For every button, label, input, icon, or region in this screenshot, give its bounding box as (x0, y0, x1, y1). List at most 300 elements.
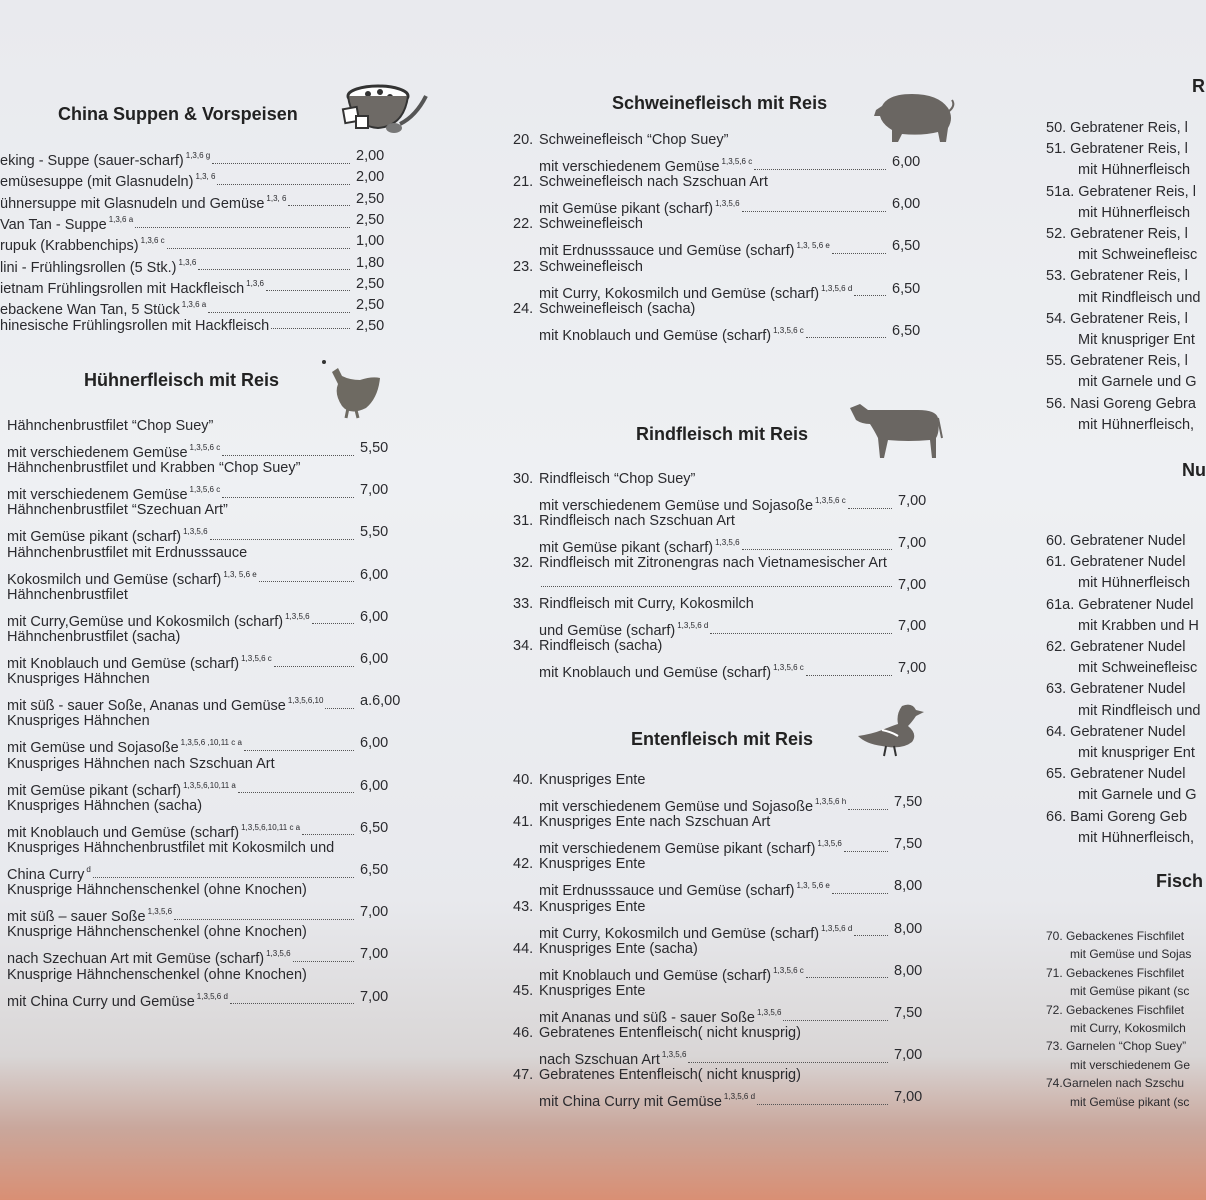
leader-dots (259, 577, 354, 582)
item-price: 7,00 (898, 618, 927, 635)
menu-item-text (7, 776, 356, 799)
menu-item-text (539, 792, 890, 815)
item-line: mit Garnele und G (1078, 374, 1197, 391)
leader-dots (174, 915, 354, 920)
menu-item-text (7, 480, 356, 504)
item-price: 7,50 (894, 1005, 923, 1021)
item-name: mit Knoblauch und Gemüse (scharf) (7, 656, 240, 672)
leader-dots (806, 671, 892, 676)
leader-dots (302, 830, 354, 835)
item-name: lini - Frühlingsrollen (5 Stk.) (0, 259, 177, 276)
menu-item-text (7, 987, 356, 1010)
item-price: 7,00 (360, 482, 389, 499)
item-price: 5,50 (360, 524, 389, 541)
allergen-codes: 1,3,5,6,10 (287, 696, 324, 706)
item-name: mit Ananas und süß - sauer Soße (539, 1010, 755, 1026)
menu-item-text (0, 146, 352, 169)
menu-item-text (7, 818, 356, 841)
menu-item-text (539, 1045, 890, 1069)
leader-dots (854, 291, 886, 296)
menu-item-text (539, 1003, 890, 1026)
leader-dots (222, 451, 354, 456)
soup-bowl-icon (338, 76, 430, 138)
section-title-rind: Rindfleisch mit Reis (636, 424, 809, 444)
item-name: mit Knoblauch und Gemüse (scharf) (539, 967, 772, 984)
allergen-codes: 1,3,5,6 (661, 1050, 687, 1060)
item-price: 2,50 (356, 297, 385, 314)
item-name: mit verschiedenem Gemüse pikant (scharf) (539, 841, 816, 858)
item-name: emüsesuppe (mit Glasnudeln) (0, 174, 194, 191)
item-number: 44. (513, 940, 534, 957)
item-price: 6,50 (360, 819, 389, 836)
menu-item-text (7, 522, 356, 546)
item-number: 24. (513, 300, 534, 317)
item-name: Knuspriges Ente (539, 898, 646, 915)
item-name: Knuspriges Hähnchen (sacha) (7, 797, 203, 814)
item-line: mit Curry, Kokosmilch (1070, 1021, 1186, 1035)
menu-item-text (539, 876, 890, 900)
item-name: Rindfleisch nach Szschuan Art (539, 512, 735, 529)
item-name: eking - Suppe (sauer-scharf) (0, 153, 184, 169)
item-price: a.6,00 (360, 693, 401, 710)
allergen-codes: 1,3,5,6 d (196, 991, 228, 1001)
item-name: Knuspriges Hähnchenbrustfilet mit Kokosmilch und (7, 840, 335, 856)
menu-item-text (0, 189, 352, 212)
chicken-icon (320, 358, 384, 422)
menu-item-text (539, 575, 894, 595)
item-name: Knuspriges Hähnchen nach Szschuan Art (7, 755, 275, 772)
menu-item-text (7, 691, 356, 715)
item-line: mit Gemüse und Sojas (1070, 947, 1192, 962)
item-number: 21. (513, 174, 534, 191)
item-name: Knuspriges Ente (539, 772, 646, 788)
leader-dots (198, 265, 350, 270)
item-line: mit Schweinefleisc (1078, 247, 1198, 264)
item-number: 32. (513, 554, 534, 571)
allergen-codes: 1,3,5,6 (817, 839, 842, 849)
menu-item-text (7, 733, 356, 757)
menu-item-text (0, 210, 352, 233)
menu-item-text (539, 834, 890, 858)
item-name: mit Curry,Gemüse und Kokosmilch (scharf) (7, 613, 284, 630)
leader-dots (806, 333, 886, 338)
item-name: mit Gemüse und Sojasoße (7, 740, 179, 757)
item-name: Hähnchenbrustfilet “Szechuan Art” (7, 502, 228, 519)
item-line: mit Hühnerfleisch (1078, 204, 1191, 221)
item-number: 30. (513, 471, 534, 487)
cow-icon (848, 398, 944, 460)
allergen-codes: 1,3,6 a (108, 214, 134, 224)
item-price: 6,50 (360, 862, 389, 878)
item-name: mit verschiedenem Gemüse (539, 159, 720, 175)
item-name: Schweinefleisch nach Szschuan Art (539, 174, 768, 191)
menu-item-text (539, 194, 888, 218)
allergen-codes: 1,3,6 (178, 257, 197, 267)
allergen-codes: 1,3,5,6 c (189, 485, 221, 495)
menu-item-text (539, 658, 894, 682)
item-price: 7,00 (898, 534, 927, 551)
item-name: mit China Curry mit Gemüse (539, 1094, 722, 1111)
leader-dots (238, 788, 354, 793)
item-name: Knusprige Hähnchenschenkel (ohne Knochen) (7, 882, 307, 899)
item-line: mit Hühnerfleisch (1078, 575, 1191, 592)
menu-item-text (539, 491, 894, 514)
leader-dots (212, 159, 350, 164)
item-price: 7,50 (894, 836, 923, 853)
allergen-codes: 1,3,5,6 (715, 537, 740, 547)
item-price: 2,50 (356, 275, 385, 292)
leader-dots (288, 201, 350, 206)
leader-dots (742, 207, 886, 212)
allergen-codes: 1,3,5,6 ,10,11 c a (180, 738, 242, 748)
leader-dots (167, 244, 350, 249)
leader-dots (208, 308, 350, 313)
leader-dots (244, 746, 354, 751)
item-price: 7,00 (360, 904, 389, 921)
allergen-codes: 1,3,5,6 (266, 949, 291, 959)
item-line: mit Hühnerfleisch, (1078, 416, 1195, 433)
leader-dots (266, 286, 350, 291)
allergen-codes: 1,3, 5,6 e (223, 569, 257, 579)
menu-item-text (0, 231, 352, 255)
item-line: mit Krabben und H (1078, 617, 1199, 634)
item-number: 43. (513, 898, 534, 915)
allergen-codes: 1,3,5,6,10,11 a (183, 780, 236, 790)
item-line: 60. Gebratener Nudel (1046, 533, 1186, 549)
item-line: mit Gemüse pikant (sc (1070, 1094, 1190, 1109)
menu-item-text (539, 616, 894, 640)
item-name: Gebratenes Entenfleisch( nicht knusprig) (539, 1067, 801, 1084)
leader-dots (135, 223, 350, 228)
item-number: 41. (513, 814, 534, 831)
leader-dots (312, 619, 354, 624)
item-name: Van Tan - Suppe (0, 216, 107, 233)
item-name: nach Szechuan Art mit Gemüse (scharf) (7, 951, 265, 968)
leader-dots (757, 1100, 888, 1105)
section-title-nudeln: Nu (1182, 460, 1206, 480)
item-line: 71. Gebackenes Fischfilet (1046, 965, 1185, 980)
item-name: Schweinefleisch (539, 216, 643, 233)
item-name: mit verschiedenem Gemüse (7, 445, 188, 461)
leader-dots (848, 504, 892, 509)
item-line: 51. Gebratener Reis, l (1046, 141, 1188, 158)
item-line: 72. Gebackenes Fischfilet (1046, 1002, 1185, 1017)
allergen-codes: 1,3,5,6 d (821, 923, 853, 933)
item-name: mit süß - sauer Soße, Ananas und Gemüse (7, 698, 286, 715)
leader-dots (844, 847, 888, 852)
leader-dots (832, 249, 886, 254)
item-number: 31. (513, 512, 534, 529)
item-line: 53. Gebratener Reis, l (1046, 268, 1188, 285)
item-price: 8,00 (894, 962, 923, 979)
item-line: 74.Garnelen nach Szschu (1046, 1076, 1185, 1091)
item-line: Mit knuspriger Ent (1078, 332, 1195, 348)
item-price: 1,00 (356, 233, 385, 250)
item-name: mit Gemüse pikant (scharf) (7, 529, 182, 546)
menu-item-text (7, 944, 356, 968)
item-name: mit Knoblauch und Gemüse (scharf) (7, 824, 240, 841)
menu-item-text (539, 236, 888, 260)
item-line: 61. Gebratener Nudel (1046, 554, 1186, 571)
item-line: 70. Gebackenes Fischfilet (1046, 929, 1185, 943)
allergen-codes: 1,3,5,6 d (723, 1092, 756, 1102)
item-line: mit verschiedenem Ge (1070, 1057, 1191, 1072)
section-title-suppen: China Suppen & Vorspeisen (58, 104, 298, 124)
leader-dots (271, 324, 350, 329)
leader-dots (541, 582, 892, 587)
allergen-codes: 1,3, 5,6 e (796, 241, 830, 251)
item-line: mit knuspriger Ent (1078, 745, 1195, 761)
item-price: 6,00 (360, 651, 389, 667)
item-name: Knuspriges Ente (539, 983, 646, 999)
item-price: 8,00 (894, 878, 923, 895)
item-name: mit Gemüse pikant (scharf) (539, 201, 714, 218)
allergen-codes: 1,3,5,6,10,11 c a (241, 822, 301, 832)
menu-item-text (539, 279, 888, 302)
item-price: 2,50 (356, 318, 385, 335)
leader-dots (848, 805, 888, 810)
menu-item-text (0, 274, 352, 297)
item-name: rupuk (Krabbenchips) (0, 238, 139, 255)
section-title-huhn: Hühnerfleisch mit Reis (84, 370, 280, 390)
item-line: 51a. Gebratener Reis, l (1046, 183, 1196, 200)
menu-item-text (0, 167, 352, 191)
item-name: Hähnchenbrustfilet mit Erdnusssauce (7, 544, 248, 561)
item-price: 6,00 (892, 196, 921, 213)
pig-icon (872, 84, 956, 146)
allergen-codes: 1,3,5,6 d (677, 621, 709, 631)
item-name: Schweinefleisch (sacha) (539, 300, 696, 317)
item-name: mit verschiedenem Gemüse (7, 487, 188, 504)
menu-item-text (7, 607, 356, 630)
item-line: 62. Gebratener Nudel (1046, 639, 1186, 655)
item-line: 66. Bami Goreng Geb (1046, 808, 1188, 825)
allergen-codes: 1,3,6 a (181, 300, 207, 310)
allergen-codes: 1,3,5,6 h (815, 797, 847, 806)
item-price: 6,00 (892, 154, 921, 170)
item-price: 6,50 (892, 280, 921, 297)
item-name: Rindfleisch (sacha) (539, 638, 663, 655)
item-price: 5,50 (360, 440, 389, 456)
item-number: 47. (513, 1067, 534, 1084)
section-title-ente: Entenfleisch mit Reis (631, 729, 814, 749)
duck-icon (852, 700, 932, 760)
item-price: 7,00 (894, 1047, 923, 1064)
item-line: mit Garnele und G (1078, 787, 1197, 804)
leader-dots (854, 931, 888, 936)
item-name: mit Knoblauch und Gemüse (scharf) (539, 665, 772, 682)
item-line: 55. Gebratener Reis, l (1046, 353, 1188, 370)
item-price: 7,00 (360, 988, 389, 1005)
item-line: 63. Gebratener Nudel (1046, 681, 1186, 698)
allergen-codes: 1,3,5,6 c (773, 325, 804, 335)
menu-item-text (539, 152, 888, 175)
item-number: 33. (513, 596, 534, 613)
item-price: 6,00 (360, 608, 389, 625)
item-name: Rindfleisch “Chop Suey” (539, 471, 696, 487)
menu-item-text (7, 860, 356, 883)
leader-dots (222, 493, 354, 498)
item-line: 65. Gebratener Nudel (1046, 766, 1186, 783)
leader-dots (832, 889, 888, 894)
allergen-codes: 1,3, 6 (266, 193, 287, 203)
item-name: China Curry (7, 867, 85, 883)
item-line: 54. Gebratener Reis, l (1046, 310, 1188, 327)
item-name: Rindfleisch mit Zitronengras nach Vietnamesischer Art (539, 554, 887, 571)
item-name: Knusprige Hähnchenschenkel (ohne Knochen) (7, 924, 307, 941)
item-name: mit Curry, Kokosmilch und Gemüse (scharf) (539, 285, 820, 302)
item-line: mit Schweinefleisc (1078, 660, 1198, 677)
item-line: mit Hühnerfleisch (1078, 162, 1191, 179)
item-price: 7,00 (360, 946, 389, 963)
item-name: Rindfleisch mit Curry, Kokosmilch (539, 596, 754, 613)
menu-item-text (7, 565, 356, 588)
item-name: mit verschiedenem Gemüse und Sojasoße (539, 799, 814, 815)
section-title-schwein: Schweinefleisch mit Reis (612, 93, 828, 113)
item-line: 52. Gebratener Reis, l (1046, 226, 1188, 242)
item-price: 7,00 (894, 1089, 923, 1106)
allergen-codes: 1,3,5,6 c (773, 663, 804, 673)
item-line: 61a. Gebratener Nudel (1046, 596, 1194, 613)
allergen-codes: 1,3,5,6 (285, 611, 310, 621)
item-name: hinesische Frühlingsrollen mit Hackfleisch (0, 318, 270, 335)
item-price: 6,50 (892, 238, 921, 255)
allergen-codes: 1,3,6 (246, 278, 264, 288)
item-name: Knuspriges Ente nach Szschuan Art (539, 814, 771, 831)
item-name: mit verschiedenem Gemüse und Sojasoße (539, 498, 814, 514)
item-name: Hähnchenbrustfilet und Krabben “Chop Suey” (7, 460, 301, 477)
item-price: 8,00 (894, 920, 923, 937)
leader-dots (293, 957, 354, 962)
item-name: Schweinefleisch “Chop Suey” (539, 132, 729, 148)
leader-dots (688, 1058, 888, 1063)
allergen-codes: 1,3,5,6 c (241, 654, 272, 663)
item-line: 73. Garnelen “Chop Suey” (1046, 1039, 1187, 1054)
item-name: mit Erdnusssauce und Gemüse (scharf) (539, 243, 795, 260)
menu-item-text (539, 961, 890, 984)
item-name: Kokosmilch und Gemüse (scharf) (7, 571, 222, 588)
item-name: ebackene Wan Tan, 5 Stück (0, 302, 180, 319)
item-price: 7,00 (898, 660, 927, 677)
item-name: und Gemüse (scharf) (539, 623, 676, 640)
item-name: mit Knoblauch und Gemüse (scharf) (539, 327, 772, 344)
item-price: 2,00 (356, 148, 385, 164)
item-price: 7,00 (898, 493, 927, 509)
item-name: Hähnchenbrustfilet “Chop Suey” (7, 418, 214, 434)
item-name: nach Szschuan Art (539, 1052, 660, 1069)
leader-dots (230, 999, 354, 1004)
item-name: ühnersuppe mit Glasnudeln und Gemüse (0, 195, 265, 212)
leader-dots (754, 165, 886, 170)
menu-item-text (0, 295, 352, 319)
allergen-codes: 1,3,6 g (185, 151, 211, 160)
leader-dots (742, 545, 892, 550)
item-price: 1,80 (356, 254, 385, 271)
allergen-codes: 1,3,6 c (140, 236, 165, 246)
item-number: 34. (513, 638, 534, 655)
item-price: 7,50 (894, 794, 923, 810)
item-price: 2,50 (356, 190, 385, 207)
item-price: 2,00 (356, 169, 385, 186)
item-number: 40. (513, 772, 534, 788)
menu-item-text (7, 649, 356, 672)
item-name: Hähnchenbrustfilet (sacha) (7, 629, 181, 645)
menu-item-text (539, 321, 888, 344)
item-name: Schweinefleisch (539, 258, 643, 275)
item-name: Hähnchenbrustfilet (7, 586, 128, 603)
item-name: Knuspriges Hähnchen (7, 713, 150, 730)
item-line: mit Rindfleisch und (1078, 702, 1201, 719)
item-name: Gebratenes Entenfleisch( nicht knusprig) (539, 1025, 801, 1042)
item-line: 64. Gebratener Nudel (1046, 723, 1186, 740)
item-line: mit Hühnerfleisch, (1078, 829, 1195, 846)
menu-item-text (539, 533, 894, 556)
leader-dots (325, 704, 354, 709)
leader-dots (274, 662, 354, 667)
item-name: Knuspriges Ente (539, 856, 646, 873)
allergen-codes: 1,3,5,6 c (721, 157, 753, 166)
item-name: mit Erdnusssauce und Gemüse (scharf) (539, 883, 795, 900)
item-name: mit Gemüse pikant (scharf) (7, 782, 182, 799)
item-name: mit Curry, Kokosmilch und Gemüse (scharf) (539, 925, 820, 942)
allergen-codes: d (86, 865, 91, 874)
item-number: 22. (513, 216, 534, 233)
item-name: mit süß – sauer Soße (7, 909, 146, 926)
leader-dots (93, 873, 354, 878)
item-name: mit China Curry und Gemüse (7, 993, 195, 1010)
allergen-codes: 1,3,5,6 (757, 1008, 782, 1017)
item-number: 46. (513, 1025, 534, 1042)
menu-item-text (539, 1087, 890, 1111)
item-number: 42. (513, 856, 534, 873)
item-line: 50. Gebratener Reis, l (1046, 120, 1188, 136)
item-line: 56. Nasi Goreng Gebra (1046, 395, 1196, 412)
menu-item-text (7, 438, 356, 461)
item-name: mit Gemüse pikant (scharf) (539, 539, 714, 556)
item-price: 2,50 (356, 211, 385, 228)
item-number: 20. (513, 132, 534, 148)
item-price: 6,00 (360, 566, 389, 583)
item-name: Knuspriges Ente (sacha) (539, 940, 698, 957)
menu-item-text (539, 919, 890, 942)
item-number: 45. (513, 983, 534, 999)
item-number: 23. (513, 258, 534, 275)
allergen-codes: 1,3,5,6 (147, 907, 173, 917)
allergen-codes: 1,3,5,6 (183, 527, 208, 537)
section-title-reis: R (1192, 76, 1205, 96)
item-name: ietnam Frühlingsrollen mit Hackfleisch (0, 280, 245, 297)
item-name: Knusprige Hähnchenschenkel (ohne Knochen) (7, 966, 307, 983)
allergen-codes: 1,3,5,6 c (815, 496, 846, 505)
leader-dots (783, 1016, 888, 1021)
allergen-codes: 1,3,5,6 d (821, 283, 853, 293)
leader-dots (710, 629, 892, 634)
leader-dots (806, 973, 888, 978)
item-price: 6,00 (360, 777, 389, 794)
item-line: mit Rindfleisch und (1078, 289, 1201, 306)
item-price: 7,00 (898, 576, 927, 593)
menu-item-text (0, 253, 352, 276)
menu-item-text (0, 316, 352, 336)
allergen-codes: 1,3, 5,6 e (796, 881, 830, 891)
item-price: 6,50 (892, 322, 921, 339)
item-price: 6,00 (360, 735, 389, 752)
item-name: Knuspriges Hähnchen (7, 671, 150, 688)
section-title-fisch: Fisch (1156, 871, 1204, 891)
allergen-codes: 1,3,5,6 (715, 199, 740, 209)
allergen-codes: 1,3,5,6 c (189, 443, 221, 452)
item-line: mit Gemüse pikant (sc (1070, 984, 1190, 999)
